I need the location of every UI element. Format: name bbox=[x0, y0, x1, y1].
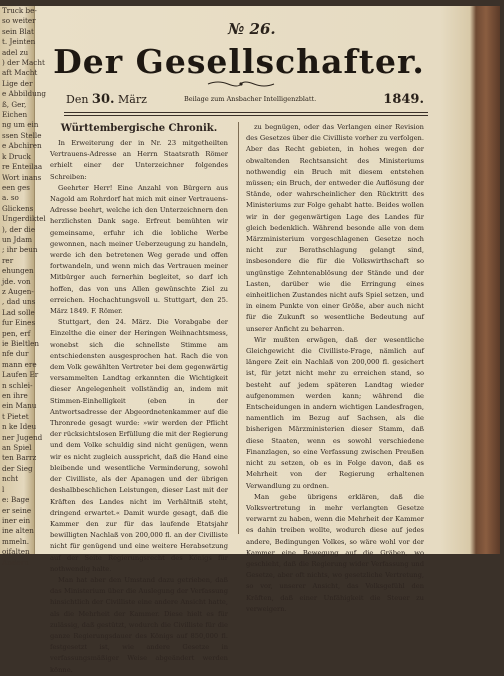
margin-text-fragment: a. so bbox=[2, 193, 19, 203]
margin-text-fragment: ncht bbox=[2, 474, 19, 484]
margin-text-fragment: Eichen bbox=[2, 110, 28, 120]
section-title: Württembergische Chronik. bbox=[60, 123, 218, 134]
margin-text-fragment: adel zu bbox=[2, 47, 29, 57]
ornament-icon bbox=[206, 80, 276, 88]
margin-text-fragment: iner ein bbox=[2, 515, 31, 525]
margin-text-fragment: ehungen bbox=[2, 266, 34, 276]
dateline bbox=[66, 92, 426, 108]
margin-text-fragment: n ke Ideu bbox=[2, 422, 37, 432]
margin-text-fragment: ß, Ger, bbox=[2, 99, 27, 109]
margin-text-fragment: en ihre bbox=[2, 391, 28, 401]
divider bbox=[64, 112, 428, 113]
divider bbox=[64, 115, 428, 116]
margin-text-fragment: so weiter bbox=[2, 16, 36, 26]
book bbox=[0, 6, 500, 674]
margin-text-fragment: ) der Macht bbox=[2, 58, 45, 68]
year: 1849. bbox=[383, 92, 424, 107]
margin-text-fragment: Truck be- bbox=[2, 6, 37, 15]
newspaper-page bbox=[38, 6, 440, 674]
margin-text-fragment: z Augen- bbox=[2, 286, 34, 296]
margin-text-fragment: l bbox=[2, 484, 5, 494]
margin-text-fragment: ), der die bbox=[2, 224, 36, 234]
margin-text-fragment: mann ere bbox=[2, 359, 37, 369]
margin-text-fragment: Lad solle bbox=[2, 307, 35, 317]
paragraph: Wir mußten erwägen, daß der wesentliche Gleichgewicht die Civilliste-Frage, nämlich auf längere Zeit ein Nachlaß von 200,000 fl. gesichert ist, für jetzt nicht mehr zu erreichen stand, so besteht auf jedem späteren Landtag wieder aufgenommen werden kann; während die Entscheidungen in andern wichtigen Landesfragen, namentlich im Bezug auf Sachsen, als die bisherigen Märzministerien dieser Stamm, daß diese Staaten, wenn es sowohl verschiedene Finanzlagen, so eine Verfassung zwischen Preußen nicht zu setzen, ob es in Folge davon, daß es Mehrheit von der Regierung erhaltenen Verwandlung zu ordnen. bbox=[246, 335, 424, 490]
paragraph: zu begnügen, oder das Verlangen einer Revision des Gesetzes über die Civilliste vorher zu verfolgen. Aber das Recht gebieten, in hohes wegen der obwaltenden Rechtsansicht des Ministeriums nothwendig ein Bruch mit diesem entstehen müssen; ein Bruch, der entweder die Auflösung der Stände, oder wahrscheinlicher den Rücktritt des Ministeriums zur Folge gehabt hatte. Beides wollen wir in der gegenwärtigen Lage des Landes für gleich bedenklich. Während besonde alle von dem Märzministerium vorgeschlagenen Gesetze noch nicht zur Berathschlagung gelangt sind, insbesondere die für die Volkswirthschaft so ungünstige Zehntenablösung der Stände und der Lasten, darüber wie die Erringung eines einheitlichen Zustandes nicht aufs Spiel setzen, und in einem Punkte von einer Größe, aber auch nicht für die Zukunft so wesentliche Bedeutung auf unserer Anficht zu beharren. bbox=[246, 123, 424, 333]
margin-text-fragment: der Sieg bbox=[2, 463, 33, 473]
date-day: 30. bbox=[91, 92, 115, 107]
paragraph: Geehrter Herr! Eine Anzahl von Bürgern aus Nagold am Rohrdorf hat mich mit einer Vertrauens-Adresse beehrt, welche ich den Unterzeichnern den herzlichsten Dank sage. Erfreut bemühten wir gemeinsame, erfuhr ich die lobliche Werbe gewonnen, nach meiner Ueberzeugung zu handeln, werde ich den betretenen Weg gerade und offen fortwandeln, und wenn mich das Vertrauen meiner Mitbürger auch fernerhin begleitet, so darf ich hoffen, das von uns Allen gewünschte Ziel zu erreichen. Hochachtungsvoll u. Stuttgart, den 25. März 1849. F. Römer. bbox=[50, 183, 228, 316]
margin-text-fragment: jde. von bbox=[2, 276, 31, 286]
margin-text-fragment: oifalten bbox=[2, 547, 30, 557]
margin-text-fragment: ; ihr beun bbox=[2, 245, 38, 255]
margin-text-fragment: re Enteilaa bbox=[2, 162, 43, 172]
margin-text-fragment: mmeln. bbox=[2, 536, 30, 546]
margin-text-fragment: ine alten bbox=[2, 526, 34, 536]
margin-text-fragment: Andern bbox=[2, 557, 29, 567]
column-right bbox=[246, 122, 424, 613]
margin-text-fragment: an Spiel bbox=[2, 443, 32, 453]
margin-text-fragment: rer bbox=[2, 255, 14, 265]
margin-text-fragment: e Abbildung bbox=[2, 89, 46, 99]
left-page-margin bbox=[0, 6, 46, 567]
margin-text-fragment: aft Macht bbox=[2, 68, 38, 78]
date-month: März bbox=[118, 93, 147, 106]
margin-text-fragment: Ungerdiktel bbox=[2, 214, 46, 224]
margin-text-fragment: ssen Stelle bbox=[2, 130, 42, 140]
margin-text-fragment: Lige der bbox=[2, 78, 33, 88]
paragraph: Man gebe übrigens erklären, daß die Volksvertretung in mehr verlangten Gesetze verwarnt zu haben, wenn die Mehrheit der Kammer es dahin treiben wollte, wodurch diese auf jedes andere, Bedingungen Volkes, so wäre wohl vor der Kammer eine Bewegung auf die Gräben, wo geschieht, daß die Regierung wider Verfassung und Gesetze, aber oft nichts, wo gesetzliche Vertretung, so vor, unserer Ansicht, das Volksgefühl den Kräften, daß einer Unfähigkeit die Steuer zu verweigern. bbox=[246, 492, 424, 613]
issue-number: № 26. bbox=[228, 20, 276, 38]
margin-text-fragment: n schlei- bbox=[2, 380, 33, 390]
margin-text-fragment: Laufen Er bbox=[2, 370, 39, 380]
margin-text-fragment: pen, erf bbox=[2, 328, 31, 338]
margin-text-fragment: er seine bbox=[2, 505, 32, 515]
margin-text-fragment: , dad uns bbox=[2, 297, 36, 307]
margin-text-fragment: Glickens bbox=[2, 203, 34, 213]
margin-text-fragment: un Jdam bbox=[2, 234, 33, 244]
masthead-title: Der Gesellschafter. bbox=[53, 42, 425, 81]
date bbox=[66, 92, 147, 107]
supplement-note: Beilage zum Ansbacher Intelligenzblatt. bbox=[184, 95, 317, 103]
margin-text-fragment: k Druck bbox=[2, 151, 31, 161]
margin-text-fragment: t Pietet bbox=[2, 411, 29, 421]
column-divider bbox=[238, 122, 239, 534]
column-left bbox=[50, 122, 228, 674]
margin-text-fragment: ie Bieltlen bbox=[2, 339, 40, 348]
margin-text-fragment: ng um ein bbox=[2, 120, 39, 130]
margin-text-fragment: e: Bage bbox=[2, 495, 30, 505]
margin-text-fragment: ten Barrz bbox=[2, 453, 37, 463]
margin-text-fragment: nfe dur bbox=[2, 349, 29, 359]
margin-text-fragment: een ges bbox=[2, 182, 30, 192]
paragraph: Man hat aber den Umstand dazu getrieben, daß das Ministerium über die Auslegung der Verfassung hinsichtlich der Civilliste eine andere Ansicht hatte, als die Mehrheit der Kammer. Diese hielt es für zulässig, daß gestützt, wodurch die Civilliste für die ganze Regierungsdauer des Königs auf 850,000 fl. festgesetzt ist, wie andere Gesetze in verfassungsmäßiger Weise abgeändert werden könne. bbox=[50, 575, 228, 674]
margin-text-fragment: fur Eines bbox=[2, 318, 36, 328]
date-prefix: Den bbox=[66, 93, 89, 106]
margin-text-fragment: ner Jugend bbox=[2, 432, 43, 442]
margin-text-fragment: Wort inans bbox=[2, 172, 42, 182]
margin-text-fragment: t. Jeinten bbox=[2, 37, 36, 47]
paragraph: Stuttgart, den 24. März. Die Vorabgabe der Einzelthe die einer der Heringen Weihnachtsmess, wonebst sich die schnellste Stimme am entschiedensten ausgesprochen hat. Rach die von dem Volk gewählten Vertreter bei dem gegenwärtig versammelten Landtag erkannten die Wichtigkeit dieser Angelegenheit vollständig an, indem mit Stimmen-Einhelligkeit (eben in der Antwortsadresse der Abgeordnetenkammer auf die Thronrede gesagt wurde: »wir werden der Pflicht der rücksichtslosen Erfüllung die mit der Regierung und dem Volke schuldig sind nicht genügen, wenn wir es nicht zugleich ausspricht, daß die Hand eine bleibende und wesentliche Verminderung, sowohl der Civilliste, als der Apanagen und der übrigen deshalbbeschlichen Leistungen, dieser Last mit der Kräften des Landes nicht im Verhältniß steht, dringend erwartet.« Damit wurde gesagt, daß die Kammer den zur für das laufende Etatsjahr bewilligten Nachlaß von 200,000 fl. an der Civilliste nicht für genügend und eine weitere Herabsetzung auf der Seite Regierungsrecht des Königs für nothwendig halte. bbox=[50, 318, 228, 573]
paragraph: In Erweiterung der in Nr. 23 mitgetheilten Vertrauens-Adresse an Herrn Staatsrath Römer erhielt einer der Unterzeichner folgendes Schreiben: bbox=[50, 139, 228, 181]
margin-text-fragment: sein Blat bbox=[2, 26, 34, 36]
margin-text-fragment: ein Manu bbox=[2, 401, 37, 411]
margin-text-fragment: e Abchiren bbox=[2, 141, 42, 151]
